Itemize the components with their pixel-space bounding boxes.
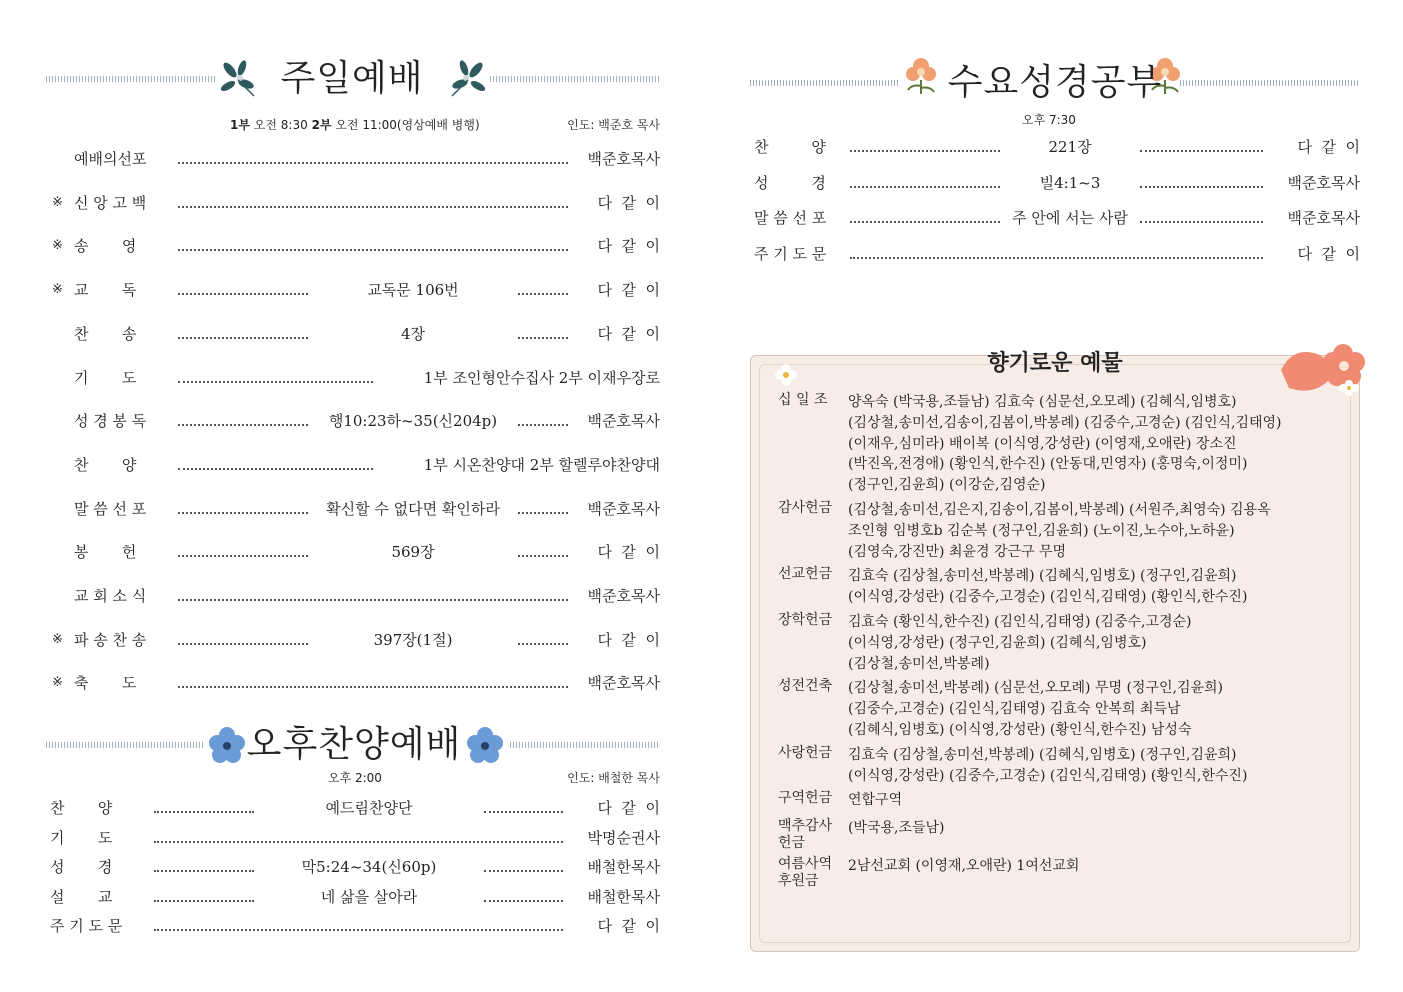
order-person: 백준호목사 — [587, 587, 660, 605]
offering-label: 감사헌금 — [778, 500, 833, 516]
dotted-leader — [178, 672, 568, 694]
order-content: 빌4:1~3 — [1039, 173, 1101, 192]
order-row — [46, 498, 666, 520]
dotted-leader — [518, 410, 568, 432]
afternoon-leader: 인도: 배철한 목사 — [567, 771, 660, 785]
dotted-leader — [178, 629, 308, 651]
dotted-leader — [518, 498, 568, 520]
offering-names: (정구인,김윤희) (이강순,김영순) — [848, 477, 1046, 494]
order-content: 4장 — [400, 324, 426, 343]
wednesday-time: 오후 7:30 — [1022, 113, 1076, 127]
dotted-leader — [484, 797, 563, 819]
order-row — [46, 541, 666, 563]
order-person: 1부 시온찬양대 2부 할렐루야찬양대 — [423, 455, 660, 474]
required-mark-icon: ※ — [52, 238, 63, 254]
order-label: 기 도 — [50, 828, 113, 847]
dotted-leader — [850, 136, 1000, 158]
dotted-leader — [154, 915, 563, 937]
schedule-part2: 2부 — [311, 118, 332, 132]
dotted-leader — [850, 243, 1263, 265]
order-person: 다 같 이 — [597, 543, 660, 562]
offering-names: (김중수,고경순) (김인식,김태영) 김효숙 안복희 최득남 — [848, 701, 1181, 718]
order-person: 다 같 이 — [597, 917, 660, 935]
offering-label: 사랑헌금 — [778, 744, 833, 761]
offerings-title: 향기로운 예물 — [987, 351, 1123, 376]
order-label: 주 기 도 문 — [754, 244, 827, 263]
order-person: 백준호목사 — [587, 412, 660, 431]
dotted-leader — [178, 235, 568, 257]
order-person: 백준호목사 — [1287, 173, 1360, 192]
schedule-time1: 오전 8:30 — [253, 118, 308, 132]
dotted-leader — [484, 886, 563, 908]
offering-names: 김효숙 (김상철,송미선,박봉례) (김혜식,임병호) (정구인,김윤희) — [848, 746, 1237, 763]
order-label: 교 독 — [74, 281, 137, 300]
offering-names: (김영숙,강진만) 최윤경 강근구 무명 — [848, 543, 1067, 560]
order-person: 다 같 이 — [597, 630, 660, 649]
offering-label: 맥추감사 헌금 — [778, 818, 833, 852]
dotted-leader — [178, 279, 308, 301]
order-person: 다 같 이 — [597, 237, 660, 256]
order-row — [46, 797, 666, 819]
offering-names: (김상철,송미선,박봉례) — [848, 655, 990, 672]
required-mark-icon: ※ — [52, 631, 63, 647]
offering-label: 선교헌금 — [778, 566, 833, 583]
order-content: 예드림찬양단 — [325, 799, 413, 817]
order-label: 교 회 소 식 — [74, 587, 147, 605]
order-label: 말 씀 선 포 — [74, 499, 147, 518]
order-row — [46, 856, 666, 878]
dotted-leader — [518, 323, 568, 345]
order-content: 397장(1절) — [373, 630, 453, 649]
offering-names: (이재우,심미라) 배이복 (이식영,강성란) (이영재,오애란) 장소진 — [848, 435, 1237, 452]
order-person: 다 같 이 — [1297, 244, 1360, 263]
order-label: 성 경 봉 독 — [74, 412, 147, 431]
order-content: 네 삶을 살아라 — [320, 887, 418, 906]
order-person: 다 같 이 — [597, 324, 660, 343]
offering-names: 연합구역 — [848, 792, 903, 809]
offering-names: (이식영,강성란) (정구인,김윤희) (김혜식,임병호) — [848, 634, 1147, 651]
order-person: 다 같 이 — [597, 193, 660, 212]
order-row — [46, 192, 666, 214]
offering-names: 김효숙 (김상철,송미선,박봉례) (김혜식,임병호) (정구인,김윤희) — [848, 568, 1237, 585]
dotted-leader — [178, 148, 568, 170]
order-person: 백준호목사 — [1287, 209, 1360, 227]
dotted-leader — [154, 827, 563, 849]
order-label: 송 영 — [74, 237, 137, 256]
dotted-leader — [178, 192, 568, 214]
order-person: 다 같 이 — [597, 281, 660, 300]
order-person: 백준호목사 — [587, 499, 660, 518]
offering-names: 조인형 임병호b 김순복 (정구인,김윤희) (노이진,노수아,노하윤) — [848, 522, 1235, 539]
offering-names: 2남선교회 (이영재,오애란) 1여선교회 — [848, 858, 1080, 875]
offering-label: 구역헌금 — [778, 790, 833, 807]
afternoon-title: 오후찬양예배 — [246, 724, 462, 765]
order-person: 다 같 이 — [597, 799, 660, 817]
dotted-leader — [518, 541, 568, 563]
required-mark-icon: ※ — [52, 675, 63, 691]
order-row — [46, 235, 666, 257]
offering-names: (김혜식,임병호) (이식영,강성란) (황인식,한수진) 남성숙 — [848, 721, 1192, 738]
order-person: 박명순권사 — [587, 828, 660, 847]
offering-label: 십 일 조 — [778, 392, 828, 408]
sunday-leader: 인도: 백준호 목사 — [567, 118, 660, 132]
order-label: 성 경 — [754, 173, 826, 192]
order-content: 주 안에 서는 사람 — [1012, 209, 1128, 227]
order-row — [46, 367, 666, 389]
offering-names: (김상철,송미선,박봉례) (심문선,오모례) 무명 (정구인,김윤희) — [848, 680, 1223, 697]
dotted-leader — [850, 172, 1000, 194]
order-label: 성 경 — [50, 858, 113, 876]
order-label: 찬 송 — [74, 324, 137, 343]
order-label: 신 앙 고 백 — [74, 193, 147, 212]
order-row — [750, 243, 1366, 265]
dotted-leader — [178, 498, 308, 520]
order-person: 배철한목사 — [587, 858, 660, 876]
offering-label: 장학헌금 — [778, 612, 833, 628]
dotted-leader — [518, 279, 568, 301]
order-person: 백준호목사 — [587, 150, 660, 168]
order-label: 축 도 — [74, 674, 137, 693]
order-row — [46, 454, 666, 476]
order-row — [46, 585, 666, 607]
dotted-leader — [484, 856, 563, 878]
schedule-part1: 1부 — [230, 118, 250, 132]
order-label: 말 씀 선 포 — [754, 209, 827, 227]
dotted-leader — [178, 585, 568, 607]
dotted-leader — [154, 886, 254, 908]
dotted-leader — [154, 856, 254, 878]
order-label: 파 송 찬 송 — [74, 630, 147, 649]
order-content: 확신할 수 없다면 확인하라 — [326, 499, 500, 518]
wednesday-header — [750, 58, 1366, 108]
order-label: 찬 양 — [74, 455, 137, 474]
offering-label: 여름사역 후원금 — [778, 856, 833, 890]
dotted-leader — [1140, 207, 1263, 229]
order-content: 569장 — [391, 543, 435, 562]
sunday-header — [46, 54, 666, 104]
dotted-leader — [178, 410, 308, 432]
offering-names: (김상철,송미선,김송이,김봄이,박봉례) (김중수,고경순) (김인식,김태영) — [848, 414, 1282, 431]
order-row — [46, 279, 666, 301]
order-row — [46, 827, 666, 849]
offering-names: 양옥숙 (박국용,조들남) 김효숙 (심문선,오모례) (김혜식,임병호) — [848, 394, 1237, 410]
order-label: 찬 양 — [754, 138, 826, 156]
offering-names: (박국용,조들남) — [848, 820, 945, 837]
order-person: 1부 조인형안수집사 2부 이재우장로 — [423, 368, 660, 387]
order-row — [750, 207, 1366, 229]
order-label: 봉 헌 — [74, 543, 137, 562]
offering-names: (이식영,강성란) (김중수,고경순) (김인식,김태영) (황인식,한수진) — [848, 767, 1248, 784]
offerings-box — [750, 351, 1360, 952]
order-content: 행10:23하~35(신204p) — [328, 412, 498, 431]
required-mark-icon: ※ — [52, 282, 63, 298]
order-label: 예배의선포 — [74, 150, 147, 168]
dotted-leader — [154, 797, 254, 819]
dotted-leader — [178, 541, 308, 563]
order-content: 221장 — [1048, 138, 1092, 156]
dotted-leader — [178, 454, 373, 476]
order-row — [750, 172, 1366, 194]
order-row — [46, 915, 666, 937]
afternoon-time: 오후 2:00 — [328, 771, 382, 785]
dotted-leader — [1140, 172, 1263, 194]
offering-names: (이식영,강성란) (김중수,고경순) (김인식,김태영) (황인식,한수진) — [848, 589, 1248, 606]
offering-names: 김효숙 (황인식,한수진) (김인식,김태영) (김중수,고경순) — [848, 614, 1192, 630]
wednesday-title: 수요성경공부 — [947, 62, 1163, 103]
order-row — [46, 672, 666, 694]
sunday-schedule — [230, 116, 480, 133]
order-row — [46, 148, 666, 170]
required-mark-icon: ※ — [52, 194, 63, 210]
order-label: 설 교 — [50, 887, 113, 906]
offering-names: (김상철,송미선,김은지,김송이,김봄이,박봉례) (서원주,최영숙) 김용옥 — [848, 502, 1271, 518]
order-row — [46, 629, 666, 651]
order-person: 배철한목사 — [587, 887, 660, 906]
sunday-title: 주일예배 — [280, 58, 424, 99]
order-row — [750, 136, 1366, 158]
dotted-leader — [850, 207, 1000, 229]
order-label: 주 기 도 문 — [50, 917, 123, 935]
offering-names: (박진옥,전경애) (황인식,한수진) (안동대,민영자) (홍명숙,이정미) — [848, 456, 1248, 473]
order-person: 백준호목사 — [587, 674, 660, 693]
order-label: 기 도 — [74, 368, 137, 387]
dotted-leader — [178, 367, 373, 389]
dotted-leader — [1140, 136, 1263, 158]
order-person: 다 같 이 — [1297, 138, 1360, 156]
order-content: 교독문 106번 — [367, 281, 459, 300]
offering-label: 성전건축 — [778, 678, 833, 695]
order-content: 막5:24~34(신60p) — [301, 858, 437, 876]
schedule-time2: 오전 11:00(영상예배 병행) — [335, 118, 480, 132]
dotted-leader — [178, 323, 308, 345]
order-row — [46, 323, 666, 345]
order-label: 찬 양 — [50, 799, 113, 817]
order-row — [46, 410, 666, 432]
order-row — [46, 886, 666, 908]
afternoon-header — [46, 720, 666, 770]
dotted-leader — [518, 629, 568, 651]
